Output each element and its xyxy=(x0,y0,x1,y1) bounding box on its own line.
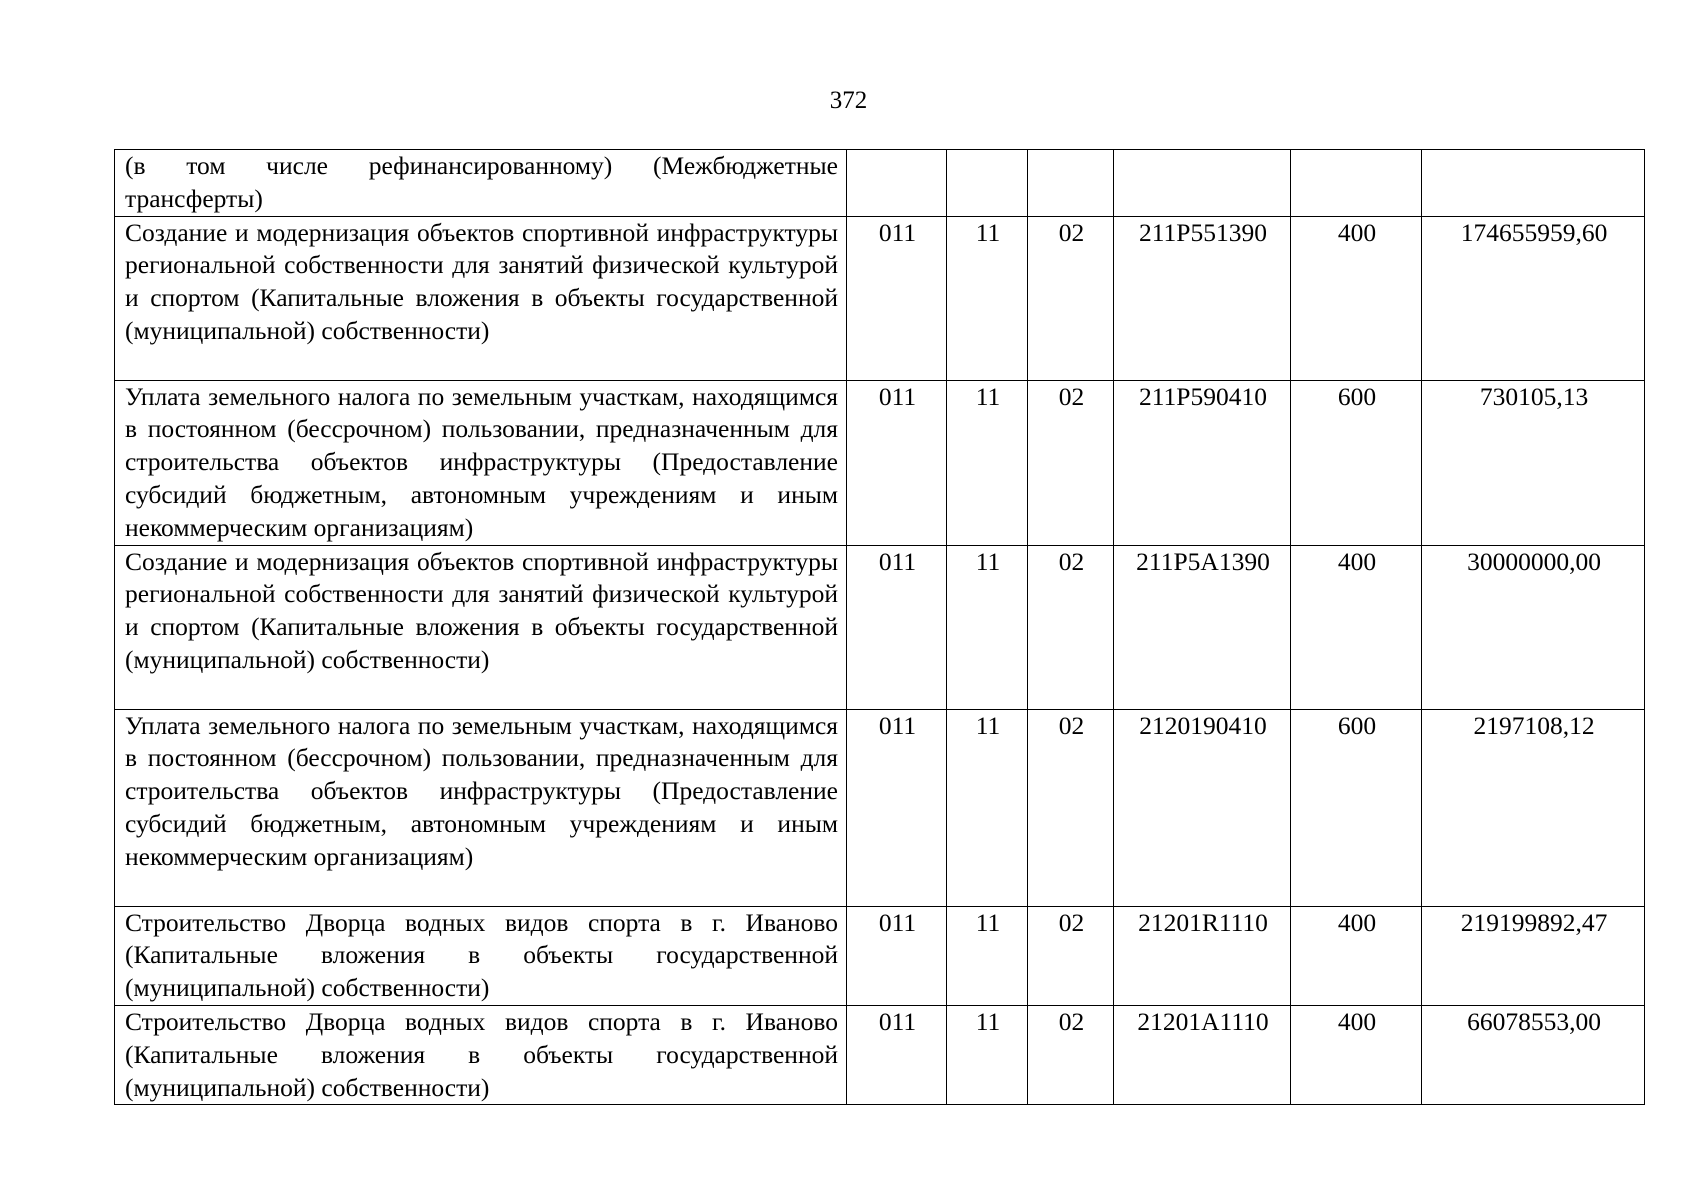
row-expense-type: 600 xyxy=(1291,380,1422,545)
row-target-article: 21201R1110 xyxy=(1114,906,1291,1005)
row-amount: 174655959,60 xyxy=(1422,216,1645,380)
row-subsection: 02 xyxy=(1028,709,1114,906)
table-row xyxy=(115,1005,1645,1104)
row-grbs: 011 xyxy=(847,1005,947,1104)
row-subsection: 02 xyxy=(1028,545,1114,709)
row-grbs: 011 xyxy=(847,709,947,906)
table-row xyxy=(115,380,1645,545)
row-section: 11 xyxy=(947,1005,1028,1104)
row-description: Создание и модернизация объектов спортивной инфраструктуры региональной собственности для занятий физической культурой и спортом (Капитальные вложения в объекты государственной (муниципальной) собственности) xyxy=(115,216,847,380)
table-row xyxy=(115,216,1645,380)
row-section: 11 xyxy=(947,216,1028,380)
row-description: Строительство Дворца водных видов спорта в г. Иваново (Капитальные вложения в объекты государственной (муниципальной) собственности) xyxy=(115,906,847,1005)
row-expense-type: 400 xyxy=(1291,216,1422,380)
row-amount: 30000000,00 xyxy=(1422,545,1645,709)
row-target-article xyxy=(1114,150,1291,217)
row-subsection xyxy=(1028,150,1114,217)
row-amount: 730105,13 xyxy=(1422,380,1645,545)
row-section: 11 xyxy=(947,709,1028,906)
row-description: Уплата земельного налога по земельным участкам, находящимся в постоянном (бессрочном) пользовании, предназначенным для строительства объектов инфраструктуры (Предоставление субсидий бюджетным, автономным учреждениям и иным некоммерческим организациям) xyxy=(115,709,847,906)
row-expense-type: 400 xyxy=(1291,545,1422,709)
table-row xyxy=(115,709,1645,906)
table-row xyxy=(115,150,1645,217)
row-target-article: 211P5A1390 xyxy=(1114,545,1291,709)
page-number: 372 xyxy=(829,87,868,114)
row-section: 11 xyxy=(947,380,1028,545)
row-section: 11 xyxy=(947,906,1028,1005)
row-amount: 2197108,12 xyxy=(1422,709,1645,906)
budget-table xyxy=(114,149,1645,1105)
table-row xyxy=(115,545,1645,709)
row-target-article: 2120190410 xyxy=(1114,709,1291,906)
row-subsection: 02 xyxy=(1028,906,1114,1005)
row-amount: 219199892,47 xyxy=(1422,906,1645,1005)
row-expense-type: 400 xyxy=(1291,906,1422,1005)
row-target-article: 211P590410 xyxy=(1114,380,1291,545)
row-description: Создание и модернизация объектов спортивной инфраструктуры региональной собственности для занятий физической культурой и спортом (Капитальные вложения в объекты государственной (муниципальной) собственности) xyxy=(115,545,847,709)
row-subsection: 02 xyxy=(1028,216,1114,380)
row-target-article: 21201A1110 xyxy=(1114,1005,1291,1104)
row-grbs: 011 xyxy=(847,545,947,709)
row-subsection: 02 xyxy=(1028,1005,1114,1104)
row-amount xyxy=(1422,150,1645,217)
row-section xyxy=(947,150,1028,217)
row-description: Уплата земельного налога по земельным участкам, находящимся в постоянном (бессрочном) пользовании, предназначенным для строительства объектов инфраструктуры (Предоставление субсидий бюджетным, автономным учреждениям и иным некоммерческим организациям) xyxy=(115,380,847,545)
row-grbs: 011 xyxy=(847,380,947,545)
row-subsection: 02 xyxy=(1028,380,1114,545)
row-grbs: 011 xyxy=(847,216,947,380)
table-row xyxy=(115,906,1645,1005)
row-expense-type xyxy=(1291,150,1422,217)
row-expense-type: 400 xyxy=(1291,1005,1422,1104)
row-description: (в том числе рефинансированному) (Межбюджетные трансферты) xyxy=(115,150,847,217)
row-grbs xyxy=(847,150,947,217)
row-amount: 66078553,00 xyxy=(1422,1005,1645,1104)
row-expense-type: 600 xyxy=(1291,709,1422,906)
row-section: 11 xyxy=(947,545,1028,709)
row-grbs: 011 xyxy=(847,906,947,1005)
row-description: Строительство Дворца водных видов спорта в г. Иваново (Капитальные вложения в объекты государственной (муниципальной) собственности) xyxy=(115,1005,847,1104)
row-target-article: 211P551390 xyxy=(1114,216,1291,380)
